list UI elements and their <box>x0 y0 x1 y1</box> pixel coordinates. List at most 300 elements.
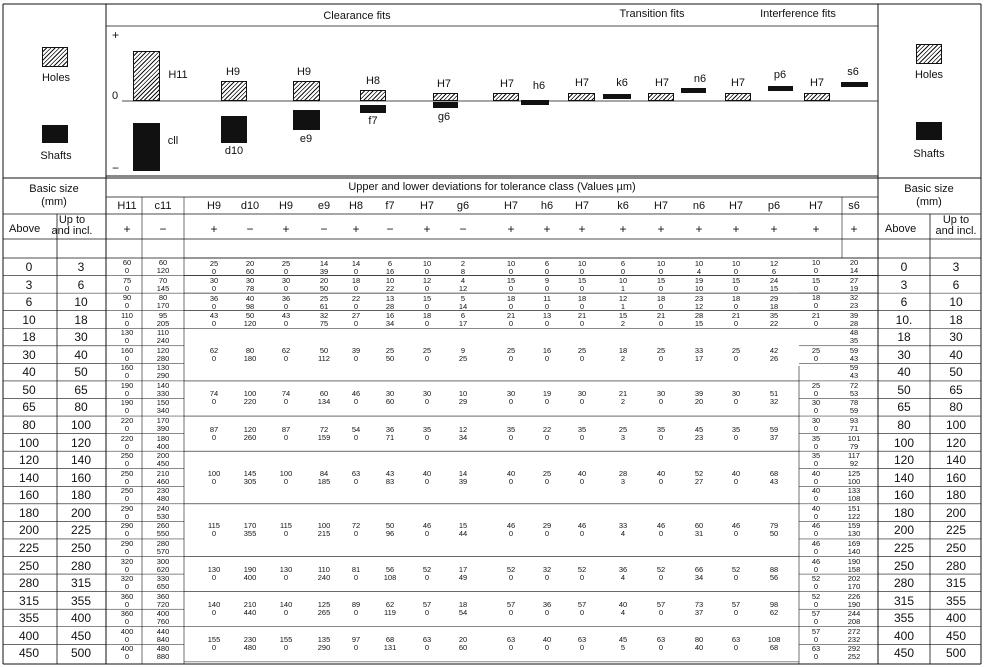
group-5-col-8 <box>412 390 442 406</box>
zone-label-h7-12: H7 <box>574 77 590 89</box>
class-header-h9-2: H9 <box>206 200 222 212</box>
size-left-upto-6: 50 <box>74 365 88 380</box>
group-10-col-13-upper: 40 <box>618 600 628 610</box>
c11-row-0-upper: 60 <box>158 258 168 267</box>
group-1-col-2-lower: 0 <box>211 284 217 294</box>
group-0-col-11 <box>532 260 562 276</box>
group-1-col-11 <box>532 277 562 293</box>
group-4-col-10 <box>496 347 526 363</box>
group-7-col-4-upper: 100 <box>279 468 293 478</box>
sign-17: + <box>770 222 778 236</box>
class-header-f7-7: f7 <box>385 200 395 212</box>
group-11-col-10-lower: 0 <box>508 643 514 653</box>
c11-row-18 <box>148 575 178 591</box>
group-9-col-7 <box>375 566 405 582</box>
size-right-upto-5: 40 <box>949 347 963 362</box>
h7-last-row-12-upper: 40 <box>811 503 821 513</box>
group-1-col-5-upper: 20 <box>319 276 329 286</box>
group-2-col-4-lower: 0 <box>283 301 289 311</box>
group-4-col-9 <box>448 347 478 363</box>
group-7-col-17-lower: 43 <box>769 476 779 486</box>
group-8-col-6 <box>341 522 371 538</box>
size-right-upto-9: 100 <box>945 418 967 433</box>
s6-row-14-lower: 122 <box>847 511 861 521</box>
group-1-col-3 <box>235 277 265 293</box>
group-5-col-13-upper: 21 <box>618 389 628 399</box>
h11-row-8-lower: 0 <box>124 406 130 416</box>
group-2-col-12 <box>567 295 597 311</box>
h7-last-row-4-upper: 25 <box>811 345 821 355</box>
s6-row-14-upper: 151 <box>847 503 861 513</box>
sign-3: − <box>246 222 254 236</box>
group-8-col-17-lower: 50 <box>769 529 779 539</box>
group-2-col-5 <box>309 295 339 311</box>
h7-last-row-16 <box>801 575 831 591</box>
group-4-col-11-lower: 0 <box>544 353 550 363</box>
c11-row-16 <box>148 540 178 556</box>
group-10-col-13 <box>608 601 638 617</box>
plus-sign: + <box>112 28 120 42</box>
group-2-col-16-lower: 0 <box>733 301 739 311</box>
group-9-col-12-upper: 52 <box>577 565 587 575</box>
zone-label-d10-3: d10 <box>224 145 244 157</box>
s6-row-18 <box>839 575 869 591</box>
size-left-above-15: 200 <box>18 523 40 538</box>
group-3-col-17-upper: 35 <box>769 311 779 321</box>
s6-row-1 <box>839 277 869 293</box>
h7-last-row-15-lower: 0 <box>813 564 819 574</box>
size-right-above-13: 160 <box>893 488 915 503</box>
h11-row-12 <box>112 470 142 486</box>
group-2-col-11-lower: 0 <box>544 301 550 311</box>
group-6-col-6-upper: 54 <box>351 424 361 434</box>
size-right-above-10: 100 <box>893 435 915 450</box>
group-2-col-9-lower: 14 <box>458 301 468 311</box>
s6-row-6 <box>839 364 869 380</box>
size-left-above-4: 18 <box>22 330 36 345</box>
upto-header-left: Up to and incl. <box>51 214 93 237</box>
group-11-col-9-lower: 60 <box>458 643 468 653</box>
group-0-col-16 <box>721 260 751 276</box>
group-1-col-11-upper: 9 <box>544 276 550 286</box>
group-3-col-4 <box>271 312 301 328</box>
s6-row-12-lower: 100 <box>847 476 861 486</box>
h7-last-row-10 <box>801 470 831 486</box>
h7-last-row-0-lower: 0 <box>813 266 819 275</box>
group-7-col-7-lower: 83 <box>385 476 395 486</box>
zone-h7-g <box>433 93 458 101</box>
c11-row-7 <box>148 382 178 398</box>
size-right-upto-11: 140 <box>945 453 967 468</box>
h11-row-17 <box>112 558 142 574</box>
h11-row-6-upper: 160 <box>120 363 134 373</box>
group-10-col-6-lower: 0 <box>353 608 359 618</box>
group-11-col-16-upper: 63 <box>731 635 741 645</box>
group-6-col-2-lower: 0 <box>211 432 217 442</box>
group-1-col-8 <box>412 277 442 293</box>
group-0-col-3-upper: 20 <box>245 258 255 268</box>
zone-label-n6-15: n6 <box>693 73 707 85</box>
h7-last-row-15-upper: 46 <box>811 556 821 566</box>
group-6-col-13 <box>608 426 638 442</box>
sign-13: + <box>619 222 627 236</box>
class-header-g6-9: g6 <box>456 200 470 212</box>
h7-last-row-14-upper: 46 <box>811 538 821 548</box>
group-6-col-2-upper: 87 <box>209 424 219 434</box>
class-header-e9-5: e9 <box>317 200 331 212</box>
group-3-col-14 <box>646 312 676 328</box>
group-10-col-10-lower: 0 <box>508 608 514 618</box>
s6-row-16-lower: 140 <box>847 546 861 556</box>
group-0-col-4 <box>271 260 301 276</box>
size-left-above-19: 315 <box>18 593 40 608</box>
sign-6: + <box>352 222 360 236</box>
size-right-above-20: 355 <box>893 611 915 626</box>
holes-legend-label: Holes <box>41 72 71 84</box>
group-2-col-14 <box>646 295 676 311</box>
size-right-upto-20: 400 <box>945 611 967 626</box>
s6-row-11 <box>839 452 869 468</box>
group-7-col-10 <box>496 470 526 486</box>
group-5-col-6-upper: 46 <box>351 389 361 399</box>
c11-row-3-upper: 95 <box>158 310 168 320</box>
group-2-col-6-upper: 22 <box>351 293 361 303</box>
group-2-col-3-lower: 98 <box>245 301 255 311</box>
group-8-col-5-upper: 100 <box>317 521 331 531</box>
sign-5: − <box>320 222 328 236</box>
group-6-col-14 <box>646 426 676 442</box>
group-5-col-17-upper: 51 <box>769 389 779 399</box>
size-left-upto-12: 160 <box>70 470 92 485</box>
c11-row-14-upper: 240 <box>156 503 170 513</box>
zone-label-h6-11: h6 <box>532 80 546 92</box>
group-9-col-13 <box>608 566 638 582</box>
group-10-col-5 <box>309 601 339 617</box>
group-8-col-11 <box>532 522 562 538</box>
group-6-col-14-lower: 0 <box>658 432 664 442</box>
group-5-col-16-upper: 30 <box>731 389 741 399</box>
h11-row-8 <box>112 399 142 415</box>
s6-row-3-upper: 39 <box>849 310 859 320</box>
group-7-col-10-upper: 40 <box>506 468 516 478</box>
size-left-above-5: 30 <box>22 347 36 362</box>
group-8-col-3-lower: 355 <box>243 529 257 539</box>
group-10-col-8-upper: 57 <box>422 600 432 610</box>
size-right-above-6: 40 <box>897 365 911 380</box>
group-5-col-7-upper: 30 <box>385 389 395 399</box>
size-left-upto-13: 180 <box>70 488 92 503</box>
group-8-col-12-upper: 46 <box>577 521 587 531</box>
group-9-col-6-upper: 81 <box>351 565 361 575</box>
h11-row-4 <box>112 329 142 345</box>
group-0-col-6-lower: 0 <box>353 266 359 276</box>
size-left-above-9: 80 <box>22 418 36 433</box>
group-5-col-17-lower: 32 <box>769 397 779 407</box>
size-left-above-13: 160 <box>18 488 40 503</box>
size-left-upto-0: 3 <box>77 260 85 274</box>
group-8-col-15-upper: 60 <box>694 521 704 531</box>
group-11-col-15 <box>684 636 714 652</box>
group-8-col-8-lower: 0 <box>424 529 430 539</box>
group-7-col-16-lower: 0 <box>733 476 739 486</box>
size-right-upto-21: 450 <box>945 628 967 643</box>
group-8-col-17 <box>759 522 789 538</box>
h7-last-row-17 <box>801 593 831 609</box>
class-header-h7-10: H7 <box>503 200 519 212</box>
group-3-col-2-lower: 0 <box>211 319 217 329</box>
size-left-upto-4: 30 <box>74 330 88 345</box>
group-1-col-9-upper: 4 <box>460 276 466 286</box>
group-7-col-12-lower: 0 <box>579 476 585 486</box>
h11-row-10-upper: 220 <box>120 433 134 443</box>
h11-row-21-lower: 0 <box>124 634 130 644</box>
s6-row-13 <box>839 487 869 503</box>
sign-11: + <box>543 222 551 236</box>
h11-row-1-lower: 0 <box>124 283 130 293</box>
group-8-col-11-lower: 0 <box>544 529 550 539</box>
group-9-col-16-lower: 0 <box>733 573 739 583</box>
group-4-col-10-upper: 25 <box>506 345 516 355</box>
group-2-col-16 <box>721 295 751 311</box>
group-7-col-8-upper: 40 <box>422 468 432 478</box>
group-4-col-4 <box>271 347 301 363</box>
h11-row-17-upper: 320 <box>120 556 134 566</box>
group-7-col-14 <box>646 470 676 486</box>
group-4-col-12-upper: 25 <box>577 345 587 355</box>
group-1-col-15 <box>684 277 714 293</box>
h7-last-row-18-upper: 57 <box>811 609 821 619</box>
group-2-col-2-lower: 0 <box>211 301 217 311</box>
c11-row-7-upper: 140 <box>156 380 170 390</box>
group-2-col-12-upper: 18 <box>577 293 587 303</box>
group-2-col-17-lower: 18 <box>769 301 779 311</box>
s6-row-5 <box>839 347 869 363</box>
c11-row-18-upper: 330 <box>156 574 170 584</box>
s6-row-19 <box>839 593 869 609</box>
class-header-k6-13: k6 <box>617 200 629 212</box>
group-5-col-10 <box>496 390 526 406</box>
group-11-col-5-lower: 290 <box>317 643 331 653</box>
h11-row-22 <box>112 645 142 661</box>
group-5-col-3 <box>235 390 265 406</box>
group-3-col-15-lower: 15 <box>694 319 704 329</box>
group-1-col-8-lower: 0 <box>424 284 430 294</box>
group-2-col-10-lower: 0 <box>508 301 514 311</box>
group-7-col-13-upper: 28 <box>618 468 628 478</box>
c11-row-10-upper: 180 <box>156 433 170 443</box>
group-3-col-15 <box>684 312 714 328</box>
h7-last-row-20-upper: 63 <box>811 644 821 654</box>
group-3-col-14-upper: 21 <box>656 311 666 321</box>
c11-row-19 <box>148 593 178 609</box>
c11-row-1-lower: 145 <box>156 283 170 293</box>
s6-row-21-lower: 232 <box>847 634 861 644</box>
group-10-col-12 <box>567 601 597 617</box>
group-3-col-4-lower: 0 <box>283 319 289 329</box>
group-5-col-15 <box>684 390 714 406</box>
h11-row-13-upper: 250 <box>120 486 134 496</box>
size-left-above-21: 400 <box>18 628 40 643</box>
group-0-col-12 <box>567 260 597 276</box>
group-6-col-12 <box>567 426 597 442</box>
sign-1: − <box>159 222 167 236</box>
group-5-col-12 <box>567 390 597 406</box>
group-4-col-17 <box>759 347 789 363</box>
size-left-upto-15: 225 <box>70 523 92 538</box>
group-8-col-2-lower: 0 <box>211 529 217 539</box>
size-left-upto-3: 18 <box>74 312 88 327</box>
group-10-col-6-upper: 89 <box>351 600 361 610</box>
group-7-col-9-upper: 14 <box>458 468 468 478</box>
c11-row-14 <box>148 505 178 521</box>
group-3-col-13 <box>608 312 638 328</box>
group-2-col-10-upper: 18 <box>506 293 516 303</box>
group-5-col-5-upper: 60 <box>319 389 329 399</box>
group-6-col-9-lower: 34 <box>458 432 468 442</box>
group-6-col-7-upper: 36 <box>385 424 395 434</box>
group-1-col-4 <box>271 277 301 293</box>
group-9-col-2 <box>199 566 229 582</box>
above-header-right: Above <box>885 223 917 235</box>
h7-last-row-16-upper: 52 <box>811 574 821 584</box>
size-left-above-3: 10 <box>22 312 36 327</box>
h11-row-18 <box>112 575 142 591</box>
group-8-col-7-lower: 96 <box>385 529 395 539</box>
shafts-legend-swatch <box>42 125 68 143</box>
s6-row-10-upper: 101 <box>847 433 861 443</box>
group-9-col-14-lower: 0 <box>658 573 664 583</box>
transition-fits-title: Transition fits <box>619 8 685 20</box>
s6-row-4-lower: 35 <box>849 336 859 346</box>
group-6-col-15 <box>684 426 714 442</box>
group-10-col-10 <box>496 601 526 617</box>
group-2-col-13 <box>608 295 638 311</box>
size-right-above-18: 280 <box>893 576 915 591</box>
group-8-col-5 <box>309 522 339 538</box>
group-4-col-16 <box>721 347 751 363</box>
group-0-col-17-upper: 12 <box>769 258 779 268</box>
group-7-col-10-lower: 0 <box>508 476 514 486</box>
group-3-col-12 <box>567 312 597 328</box>
c11-row-11-upper: 200 <box>156 451 170 461</box>
c11-row-7-lower: 330 <box>156 388 170 398</box>
c11-row-0 <box>148 259 178 275</box>
h7-last-row-5-upper: 25 <box>811 380 821 390</box>
zone-h7-k <box>568 93 595 101</box>
s6-row-6-upper: 59 <box>849 363 859 373</box>
s6-row-8-lower: 59 <box>849 406 859 416</box>
s6-row-17-upper: 190 <box>847 556 861 566</box>
zone-label-g6-9: g6 <box>437 111 451 123</box>
group-4-col-7-lower: 50 <box>385 353 395 363</box>
group-9-col-12 <box>567 566 597 582</box>
group-7-col-4-lower: 0 <box>283 476 289 486</box>
group-4-col-10-lower: 0 <box>508 353 514 363</box>
group-1-col-7-upper: 10 <box>385 276 395 286</box>
group-11-col-13 <box>608 636 638 652</box>
c11-row-15 <box>148 522 178 538</box>
h11-row-13-lower: 0 <box>124 494 130 504</box>
group-9-col-3-upper: 190 <box>243 565 257 575</box>
group-6-col-13-lower: 3 <box>620 432 626 442</box>
group-5-col-7-lower: 60 <box>385 397 395 407</box>
s6-row-7 <box>839 382 869 398</box>
zero-line-label: 0 <box>112 90 119 102</box>
c11-row-12-lower: 460 <box>156 476 170 486</box>
group-0-col-14-lower: 0 <box>658 266 664 276</box>
group-8-col-4 <box>271 522 301 538</box>
c11-row-9 <box>148 417 178 433</box>
group-9-col-10-lower: 0 <box>508 573 514 583</box>
group-4-col-12-lower: 0 <box>579 353 585 363</box>
zone-h7-s <box>804 93 830 101</box>
h11-row-2-upper: 90 <box>122 293 132 303</box>
group-6-col-10 <box>496 426 526 442</box>
upto-header-right: Up to and incl. <box>935 214 977 237</box>
size-right-upto-2: 10 <box>949 295 963 310</box>
group-4-col-6 <box>341 347 371 363</box>
h11-row-9-upper: 220 <box>120 416 134 426</box>
h7-last-row-18-lower: 0 <box>813 617 819 627</box>
group-5-col-11-lower: 0 <box>544 397 550 407</box>
h7-last-row-9-lower: 0 <box>813 459 819 469</box>
size-left-upto-19: 355 <box>70 593 92 608</box>
group-8-col-12-lower: 0 <box>579 529 585 539</box>
s6-row-3 <box>839 312 869 328</box>
group-5-col-6 <box>341 390 371 406</box>
h11-row-17-lower: 0 <box>124 564 130 574</box>
group-6-col-13-upper: 25 <box>618 424 628 434</box>
size-right-upto-13: 180 <box>945 488 967 503</box>
group-3-col-13-lower: 2 <box>620 319 626 329</box>
group-4-col-5-lower: 112 <box>318 353 330 363</box>
group-2-col-6 <box>341 295 371 311</box>
group-0-col-17 <box>759 260 789 276</box>
group-2-col-11-upper: 11 <box>543 293 551 303</box>
s6-row-0-upper: 20 <box>849 258 859 267</box>
c11-row-20-upper: 400 <box>156 609 170 619</box>
group-2-col-11 <box>532 295 562 311</box>
group-10-col-6 <box>341 601 371 617</box>
group-9-col-14 <box>646 566 676 582</box>
group-11-col-10-upper: 63 <box>506 635 516 645</box>
group-11-col-16 <box>721 636 751 652</box>
size-left-upto-18: 315 <box>70 576 92 591</box>
group-7-col-3-upper: 145 <box>243 468 257 478</box>
group-11-col-12 <box>567 636 597 652</box>
s6-row-21 <box>839 628 869 644</box>
class-header-h7-12: H7 <box>574 200 590 212</box>
group-4-col-14-lower: 0 <box>658 353 664 363</box>
group-10-col-4-upper: 140 <box>279 600 293 610</box>
group-10-col-4-lower: 0 <box>283 608 289 618</box>
group-7-col-16-upper: 40 <box>731 468 741 478</box>
group-0-col-12-lower: 0 <box>579 266 585 276</box>
group-5-col-9-upper: 10 <box>458 389 468 399</box>
group-8-col-9 <box>448 522 478 538</box>
group-8-col-4-lower: 0 <box>283 529 289 539</box>
group-1-col-7-lower: 22 <box>385 284 395 294</box>
h7-last-row-9-upper: 35 <box>811 451 821 461</box>
size-right-upto-1: 6 <box>952 277 960 292</box>
group-10-col-16-upper: 57 <box>731 600 741 610</box>
h7-last-row-4-lower: 0 <box>813 353 819 363</box>
h11-row-14 <box>112 505 142 521</box>
size-right-upto-3: 18 <box>949 312 963 327</box>
class-header-h11-0: H11 <box>117 200 137 212</box>
group-10-col-8-lower: 0 <box>424 608 430 618</box>
s6-row-17-lower: 158 <box>847 564 861 574</box>
